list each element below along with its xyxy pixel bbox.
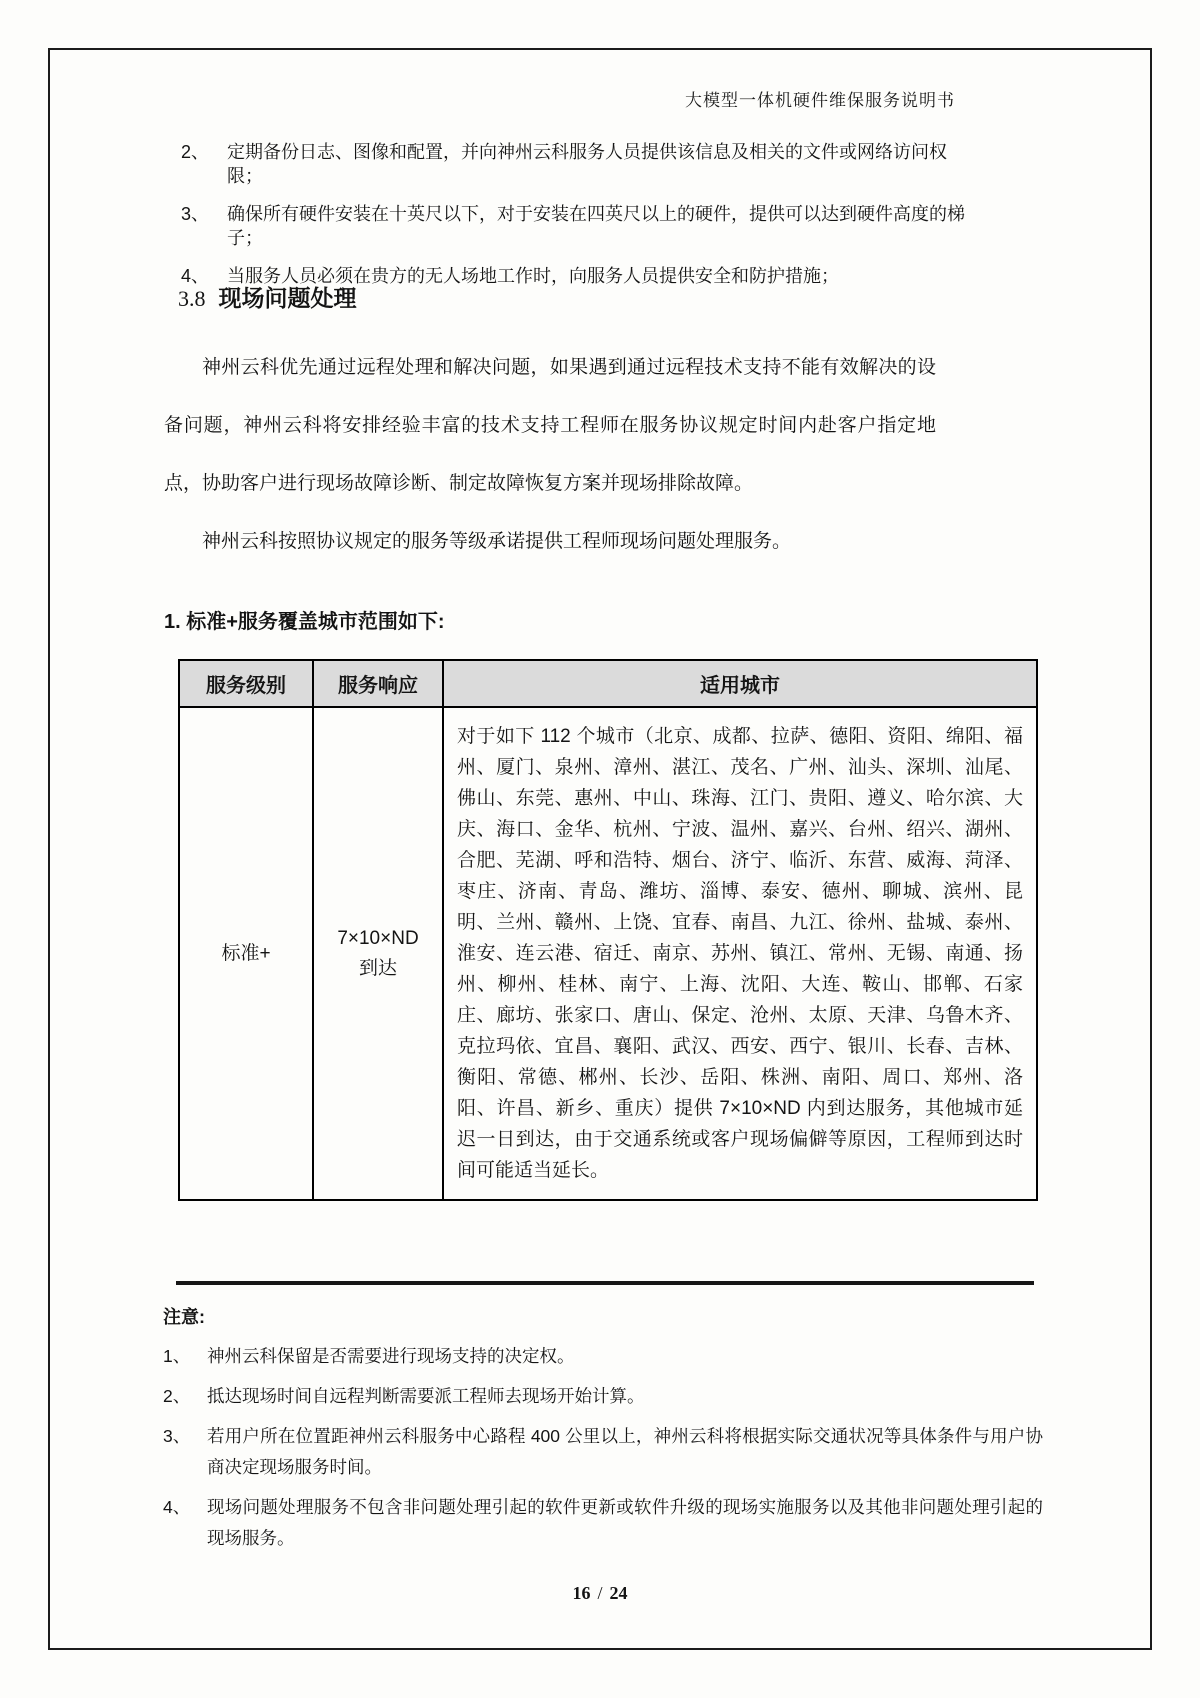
document-header-title: 大模型一体机硬件维保服务说明书	[685, 91, 955, 110]
section-heading	[178, 280, 357, 313]
list-item-text: 定期备份日志、图像和配置，并向神州云科服务人员提供该信息及相关的文件或网络访问权限；	[227, 142, 947, 186]
horizontal-rule	[176, 1281, 1034, 1285]
table-subheading: 1. 标准+服务覆盖城市范围如下:	[164, 611, 445, 633]
service-coverage-table	[178, 659, 1038, 1201]
body-paragraph: 神州云科优先通过远程处理和解决问题，如果遇到通过远程技术支持不能有效解决的设备问题，神州云科将安排经验丰富的技术支持工程师在服务协议规定时间内赴客户指定地点，协助客户进行现场故障诊断、制定故障恢复方案并现场排除故障。	[164, 357, 936, 494]
note-item	[163, 1381, 1043, 1412]
table-header-row	[179, 660, 1037, 707]
note-item	[163, 1421, 1043, 1483]
note-number: 3、	[163, 1426, 191, 1446]
note-number: 2、	[163, 1386, 191, 1406]
column-header-applicable-cities: 适用城市	[443, 660, 1037, 707]
page-number-separator: /	[597, 1583, 603, 1603]
response-line-2: 到达	[358, 957, 397, 979]
table-row	[179, 707, 1037, 1200]
list-item-number: 2、	[181, 142, 210, 162]
list-item	[181, 140, 981, 188]
response-line-1: 7×10×ND	[337, 927, 419, 949]
note-number: 4、	[163, 1497, 191, 1517]
column-header-service-level: 服务级别	[179, 660, 313, 707]
preceding-numbered-list	[181, 140, 981, 302]
section-title: 现场问题处理	[218, 285, 357, 311]
notes-list	[163, 1341, 1043, 1563]
body-paragraph: 神州云科按照协议规定的服务等级承诺提供工程师现场问题处理服务。	[202, 531, 792, 552]
note-text: 神州云科保留是否需要进行现场支持的决定权。	[207, 1346, 575, 1366]
service-level-cell: 标准+	[179, 707, 313, 1200]
page-footer	[0, 1583, 1200, 1604]
list-item-text: 确保所有硬件安装在十英尺以下，对于安装在四英尺以上的硬件，提供可以达到硬件高度的梯子；	[227, 204, 965, 248]
list-item-text: 当服务人员必须在贵方的无人场地工作时，向服务人员提供安全和防护措施；	[227, 266, 839, 286]
notes-label: 注意:	[163, 1307, 205, 1327]
column-header-service-response: 服务响应	[313, 660, 443, 707]
list-item-number: 4、	[181, 266, 210, 286]
service-response-cell	[313, 707, 443, 1200]
page-number-total: 24	[609, 1583, 628, 1603]
applicable-cities-cell: 对于如下 112 个城市（北京、成都、拉萨、德阳、资阳、绵阳、福州、厦门、泉州、漳州、湛江、茂名、广州、汕头、深圳、汕尾、佛山、东莞、惠州、中山、珠海、江门、贵阳、遵义、哈尔滨、大庆、海口、金华、杭州、宁波、温州、嘉兴、台州、绍兴、湖州、合肥、芜湖、呼和浩特、烟台、济宁、临沂、东营、威海、菏泽、枣庄、济南、青岛、潍坊、淄博、泰安、德州、聊城、滨州、昆明、兰州、赣州、上饶、宜春、南昌、九江、徐州、盐城、泰州、淮安、连云港、宿迁、南京、苏州、镇江、常州、无锡、南通、扬州、柳州、桂林、南宁、上海、沈阳、大连、鞍山、邯郸、石家庄、廊坊、张家口、唐山、保定、沧州、太原、天津、乌鲁木齐、克拉玛依、宜昌、襄阳、武汉、西安、西宁、银川、长春、吉林、衡阳、常德、郴州、长沙、岳阳、株洲、南阳、周口、郑州、洛阳、许昌、新乡、重庆）提供 7×10×ND 内到达服务，其他城市延迟一日到达，由于交通系统或客户现场偏僻等原因，工程师到达时间可能适当延长。	[443, 707, 1037, 1200]
list-item	[181, 202, 981, 250]
note-item	[163, 1341, 1043, 1372]
note-text: 抵达现场时间自远程判断需要派工程师去现场开始计算。	[207, 1386, 645, 1406]
note-number: 1、	[163, 1346, 191, 1366]
note-text: 若用户所在位置距神州云科服务中心路程 400 公里以上，神州云科将根据实际交通状况等具体条件与用户协商决定现场服务时间。	[207, 1426, 1043, 1477]
list-item-number: 3、	[181, 204, 210, 224]
section-number: 3.8	[178, 286, 206, 311]
page-number-current: 16	[572, 1583, 591, 1603]
note-text: 现场问题处理服务不包含非问题处理引起的软件更新或软件升级的现场实施服务以及其他非问题处理引起的现场服务。	[207, 1497, 1043, 1548]
note-item	[163, 1492, 1043, 1554]
